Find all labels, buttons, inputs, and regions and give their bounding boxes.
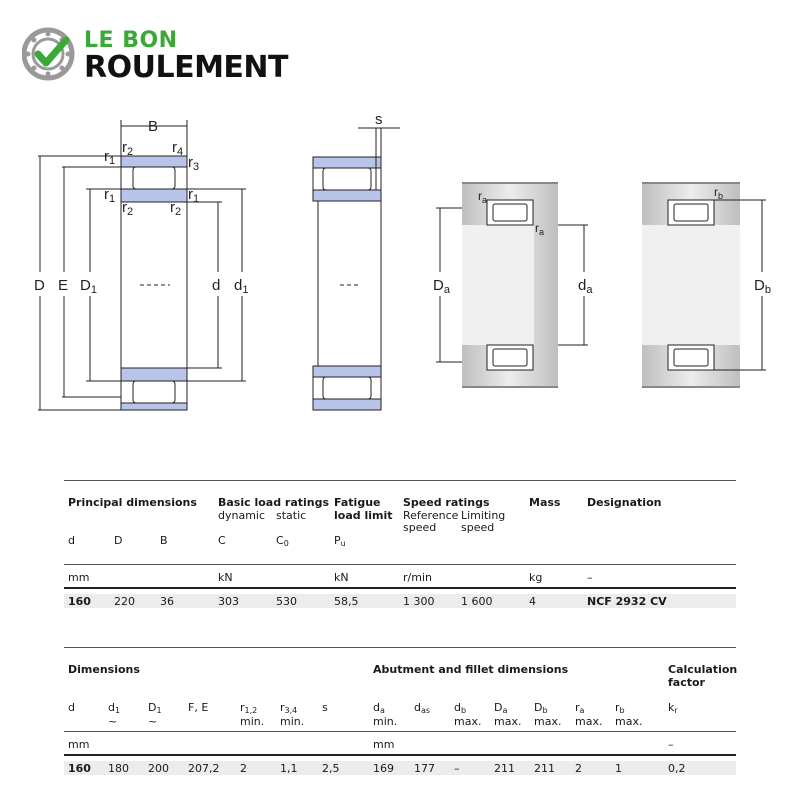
symbol-FE: F, E bbox=[188, 701, 209, 714]
header-limiting: Limiting bbox=[461, 509, 506, 522]
symbol-rb: $r_b$ max. bbox=[615, 701, 643, 728]
value-C: 303 bbox=[218, 595, 239, 608]
header-designation: Designation bbox=[587, 496, 662, 509]
symbol-Db: $D_b$ max. bbox=[534, 701, 562, 728]
value-Da: 211 bbox=[494, 762, 515, 775]
header-mass: Mass bbox=[529, 496, 561, 509]
symbol-D: D bbox=[114, 534, 123, 547]
value-d: 160 bbox=[68, 762, 91, 775]
label-d: d bbox=[212, 277, 221, 294]
symbol-d1: $d_1$ ~ bbox=[108, 701, 121, 728]
value-das: 177 bbox=[414, 762, 435, 775]
value-da: 169 bbox=[373, 762, 394, 775]
value-rb: 1 bbox=[615, 762, 622, 775]
symbol-D1: $D_1$ ~ bbox=[148, 701, 162, 728]
header-reference: Reference bbox=[403, 509, 459, 522]
brand-logo bbox=[22, 26, 312, 86]
label-d1: $d_1$ bbox=[234, 277, 249, 296]
label-B: B bbox=[148, 118, 159, 135]
header-factor: factor bbox=[668, 676, 705, 689]
unit-rpm: r/min bbox=[403, 571, 432, 584]
value-db: – bbox=[454, 762, 460, 775]
unit-dash: – bbox=[587, 571, 593, 584]
label-D1: $D_1$ bbox=[80, 277, 97, 296]
unit-kN-load: kN bbox=[218, 571, 233, 584]
header-dimensions: Dimensions bbox=[68, 663, 140, 676]
symbol-db: $d_b$ max. bbox=[454, 701, 482, 728]
symbol-da: $d_a$ min. bbox=[373, 701, 398, 728]
symbol-r34: $r_{3,4}$ min. bbox=[280, 701, 305, 728]
header-speed-ratings: Speed ratings bbox=[403, 496, 490, 509]
symbol-C0: $C_0$ bbox=[276, 534, 289, 548]
header-limiting-speed: speed bbox=[461, 521, 495, 534]
value-r34: 1,1 bbox=[280, 762, 298, 775]
label-Db: $D_b$ bbox=[754, 277, 771, 296]
unit-kN-fatigue: kN bbox=[334, 571, 349, 584]
unit-mm: mm bbox=[68, 571, 90, 584]
section-view-snap-ring bbox=[313, 128, 400, 410]
value-Pu: 58,5 bbox=[334, 595, 359, 608]
value-r12: 2 bbox=[240, 762, 247, 775]
value-designation: NCF 2932 CV bbox=[587, 595, 667, 608]
label-r2-mid-right: $r_2$ bbox=[170, 199, 182, 218]
header-static: static bbox=[276, 509, 307, 522]
header-abutment: Abutment and fillet dimensions bbox=[373, 663, 569, 676]
symbol-d: d bbox=[68, 701, 75, 714]
value-B: 36 bbox=[160, 595, 174, 608]
bearing-technical-drawing bbox=[0, 100, 800, 430]
label-da: $d_a$ bbox=[578, 277, 593, 296]
symbol-s: s bbox=[322, 701, 328, 714]
symbol-ra: $r_a$ max. bbox=[575, 701, 603, 728]
symbol-r12: $r_{1,2}$ min. bbox=[240, 701, 265, 728]
section-view-main bbox=[38, 120, 249, 410]
header-basic-load-ratings: Basic load ratings bbox=[218, 496, 330, 509]
label-D: D bbox=[34, 277, 45, 294]
header-principal-dimensions: Principal dimensions bbox=[68, 496, 197, 509]
symbol-das: $d_{as}$ bbox=[414, 701, 431, 715]
value-d1: 180 bbox=[108, 762, 129, 775]
symbol-d: d bbox=[68, 534, 75, 547]
value-s: 2,5 bbox=[322, 762, 340, 775]
header-load-limit: load limit bbox=[334, 509, 393, 522]
header-dynamic: dynamic bbox=[218, 509, 266, 522]
value-C0: 530 bbox=[276, 595, 297, 608]
symbol-Da: $D_a$ max. bbox=[494, 701, 522, 728]
header-calculation: Calculation bbox=[668, 663, 738, 676]
value-mass: 4 bbox=[529, 595, 536, 608]
unit-kg: kg bbox=[529, 571, 543, 584]
value-reference-speed: 1 300 bbox=[403, 595, 435, 608]
label-Da: $D_a$ bbox=[433, 277, 450, 296]
label-ra-right: $r_a$ bbox=[535, 221, 545, 237]
bearing-check-icon bbox=[22, 26, 78, 82]
symbol-Pu: $P_u$ bbox=[334, 534, 346, 548]
abutment-view-b bbox=[642, 182, 766, 388]
abutment-view-a bbox=[436, 182, 588, 388]
value-limiting-speed: 1 600 bbox=[461, 595, 493, 608]
label-r3: $r_3$ bbox=[188, 154, 200, 173]
value-kr: 0,2 bbox=[668, 762, 686, 775]
logo-line2: ROULEMENT bbox=[84, 50, 288, 85]
label-r1-mid-left: $r_1$ bbox=[104, 186, 116, 205]
bearing-data-table bbox=[64, 480, 736, 610]
label-rb: $r_b$ bbox=[714, 185, 724, 201]
label-r4: $r_4$ bbox=[172, 139, 184, 158]
value-D: 220 bbox=[114, 595, 135, 608]
label-r1-top: $r_1$ bbox=[104, 148, 116, 167]
unit-mm-abutment: mm bbox=[373, 738, 395, 751]
symbol-C: C bbox=[218, 534, 226, 547]
header-reference-speed: speed bbox=[403, 521, 437, 534]
value-ra: 2 bbox=[575, 762, 582, 775]
value-Db: 211 bbox=[534, 762, 555, 775]
value-FE: 207,2 bbox=[188, 762, 220, 775]
label-s: s bbox=[375, 111, 383, 128]
unit-dash: – bbox=[668, 738, 674, 751]
label-ra-top: $r_a$ bbox=[478, 189, 488, 205]
label-r2-top: $r_2$ bbox=[122, 139, 134, 158]
value-d: 160 bbox=[68, 595, 91, 608]
unit-mm-dimensions: mm bbox=[68, 738, 90, 751]
value-D1: 200 bbox=[148, 762, 169, 775]
label-E: E bbox=[58, 277, 69, 294]
dimensions-table bbox=[64, 647, 736, 777]
logo-line1: LE BON bbox=[84, 28, 178, 53]
label-r1-mid-right: $r_1$ bbox=[188, 186, 200, 205]
symbol-B: B bbox=[160, 534, 168, 547]
label-r2-mid-left: $r_2$ bbox=[122, 199, 134, 218]
header-fatigue: Fatigue bbox=[334, 496, 381, 509]
symbol-kr: $k_r$ bbox=[668, 701, 678, 715]
